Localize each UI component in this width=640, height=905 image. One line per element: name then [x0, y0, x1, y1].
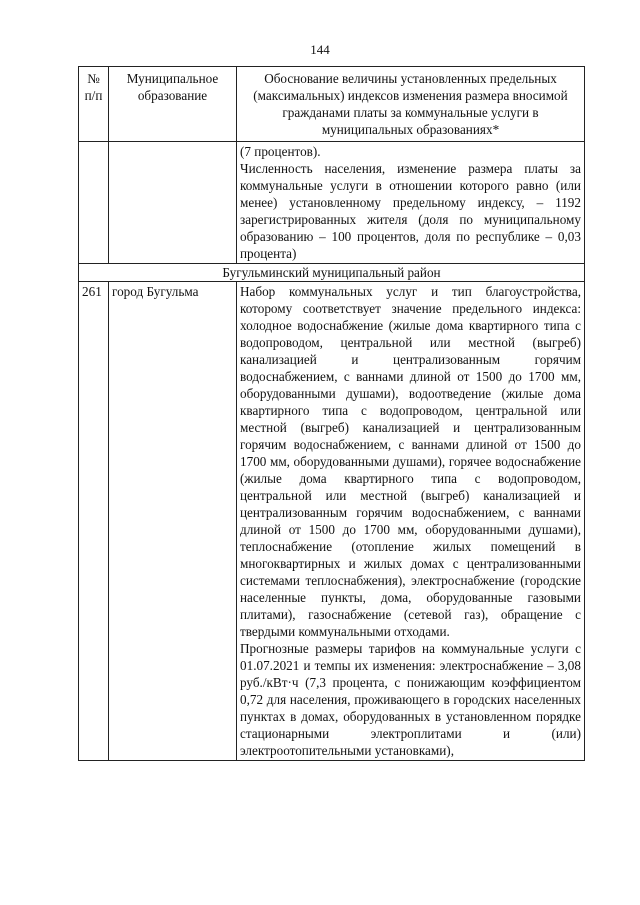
table-header-row	[79, 67, 585, 142]
justification-paragraph: Прогнозные размеры тарифов на коммунальные услуги с 01.07.2021 и темпы их изменения: электроснабжение – 3,08 руб./кВт·ч (7,3 процента, с понижающим коэффициентом 0,72 для населения, проживающего в городских населенных пунктах в домах, оборудованных в установленном порядке стационарными электроплитами и (или) электроотопительными установками),	[240, 641, 581, 758]
table-row-continued	[79, 142, 585, 264]
continued-justification-cell	[237, 142, 585, 264]
justification-paragraph: Численность населения, изменение размера платы за коммунальные услуги в отношении которого равно (или менее) установленному предельному индексу, – 1192 зарегистрированных жителя (доля по муниципальному образованию – 100 процентов, доля по республике – 0,03 процента)	[240, 161, 581, 261]
region-row	[79, 264, 585, 282]
justification-paragraph: (7 процентов).	[240, 144, 321, 159]
justification-paragraph: Набор коммунальных услуг и тип благоустройства, которому соответствует значение предельного индекса: холодное водоснабжение (жилые дома квартирного типа с водопроводом, центральной или местной (выгреб) канализацией и централизованным горячим водоснабжением, с ваннами длиной от 1500 до 1700 мм, оборудованными душами), водоотведение (жилые дома квартирного типа с водопроводом, центральной или местной (выгреб) канализацией и централизованным горячим водоснабжением, с ваннами длиной от 1500 до 1700 мм, оборудованными душами), горячее водоснабжение (жилые дома квартирного типа с водопроводом, центральной или местной (выгреб) канализацией и централизованным горячим водоснабжением, с ваннами длиной от 1500 до 1700 мм, оборудованными душами), теплоснабжение (отопление жилых помещений в многоквартирных и жилых домах с централизованными системами теплоснабжения), электроснабжение (городские населенные пункты, дома, оборудованные газовыми плитами), газоснабжение (сетевой газ), обращение с твердыми коммунальными отходами.	[240, 284, 581, 639]
page-number: 144	[310, 42, 330, 57]
header-num: № п/п	[79, 67, 109, 142]
table-row	[79, 282, 585, 761]
header-justification: Обоснование величины установленных предельных (максимальных) индексов изменения размера вносимой гражданами платы за коммунальные услуги в муниципальных образованиях*	[237, 67, 585, 142]
header-municipality: Муниципальное образование	[109, 67, 237, 142]
continued-num-cell	[79, 142, 109, 264]
entry-justification-cell	[237, 282, 585, 761]
continued-municipality-cell	[109, 142, 237, 264]
index-table	[78, 66, 585, 761]
entry-municipality: город Бугульма	[109, 282, 237, 761]
region-name: Бугульминский муниципальный район	[79, 264, 585, 282]
entry-num: 261	[79, 282, 109, 761]
